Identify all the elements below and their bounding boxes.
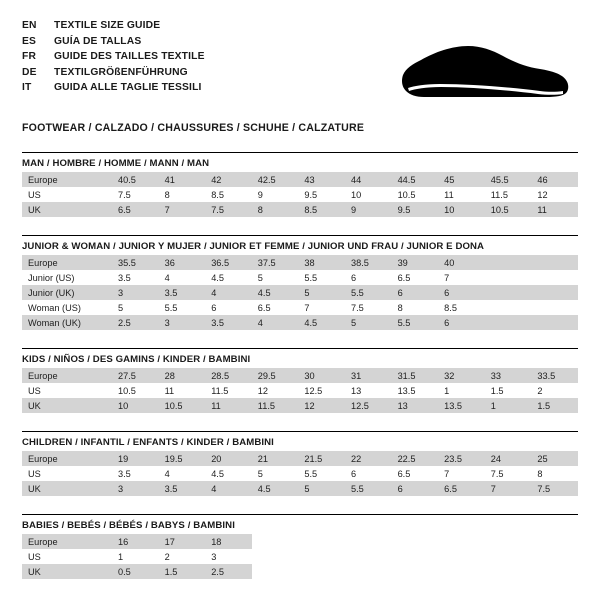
- table-cell: 20: [205, 451, 252, 466]
- section-title: BABIES / BEBÉS / BÉBÉS / BABYS / BAMBINI: [22, 514, 578, 534]
- table-cell-empty: [531, 549, 578, 564]
- table-cell: 35.5: [112, 255, 159, 270]
- table-row: [22, 466, 578, 481]
- table-cell: 9: [257, 189, 263, 200]
- language-row: [22, 65, 205, 81]
- table-cell: 38.5: [345, 255, 392, 270]
- table-cell-empty: [298, 549, 345, 564]
- section-title: JUNIOR & WOMAN / JUNIOR Y MUJER / JUNIOR ET FEMME / JUNIOR UND FRAU / JUNIOR E DONA: [22, 235, 578, 255]
- table-cell: 1: [118, 551, 124, 562]
- table-cell: 6.5: [397, 468, 411, 479]
- table-cell: 9.5: [304, 189, 318, 200]
- table-cell: 1.5: [490, 385, 504, 396]
- table-cell-empty: [485, 549, 532, 564]
- table-row: [22, 187, 578, 202]
- section-title: MAN / HOMBRE / HOMME / MANN / MAN: [22, 152, 578, 172]
- language-code: DE: [22, 66, 37, 78]
- table-cell: 45.5: [485, 172, 532, 187]
- table-cell: 4: [164, 272, 170, 283]
- section-title: CHILDREN / INFANTIL / ENFANTS / KINDER / BAMBINI: [22, 431, 578, 451]
- table-cell: 13: [392, 398, 439, 413]
- size-table: [22, 451, 578, 496]
- table-cell-empty: [345, 534, 392, 549]
- table-row: [22, 549, 578, 564]
- table-cell: 8: [537, 468, 543, 479]
- table-row: [22, 368, 578, 383]
- table-cell: 2.5: [112, 315, 159, 330]
- table-cell: [485, 285, 532, 300]
- row-label: UK: [22, 481, 112, 496]
- table-cell: 42.5: [252, 172, 299, 187]
- table-cell-empty: [252, 549, 299, 564]
- table-cell: 11: [531, 202, 578, 217]
- table-cell: 40.5: [112, 172, 159, 187]
- language-title: GUÍA DE TALLAS: [54, 35, 142, 47]
- row-label: US: [28, 468, 41, 479]
- table-cell: 7: [304, 302, 310, 313]
- table-cell: 10: [112, 398, 159, 413]
- section-man: [22, 152, 578, 217]
- table-cell: 7.5: [205, 202, 252, 217]
- table-cell-empty: [438, 534, 485, 549]
- language-row: [22, 18, 205, 34]
- table-cell: 6: [350, 272, 357, 283]
- table-cell: 1.5: [531, 398, 578, 413]
- table-cell: 4.5: [298, 315, 345, 330]
- table-cell: 5.5: [164, 302, 178, 313]
- table-cell: 12: [257, 385, 269, 396]
- table-cell: 2: [537, 385, 543, 396]
- table-cell: 4: [205, 285, 252, 300]
- table-cell: [485, 255, 532, 270]
- table-cell: 5: [345, 315, 392, 330]
- table-cell: 19: [112, 451, 159, 466]
- table-cell: 6: [392, 285, 439, 300]
- table-cell: 3: [159, 315, 206, 330]
- table-cell: 1: [485, 398, 532, 413]
- table-cell: [485, 300, 532, 315]
- section-junior-woman: [22, 235, 578, 330]
- table-cell: 22.5: [392, 451, 439, 466]
- section-kids: [22, 348, 578, 413]
- table-cell: 19.5: [159, 451, 206, 466]
- size-table: [22, 534, 578, 579]
- table-row: [22, 315, 578, 330]
- table-cell: 30: [298, 368, 345, 383]
- table-cell: 28.5: [205, 368, 252, 383]
- language-title: GUIDE DES TAILLES TEXTILE: [54, 51, 205, 62]
- table-cell: 36.5: [205, 255, 252, 270]
- table-cell: 16: [112, 534, 159, 549]
- table-cell: 33.5: [531, 368, 578, 383]
- table-cell: 9.5: [392, 202, 439, 217]
- table-cell: 4: [252, 315, 299, 330]
- table-cell: 5.5: [304, 272, 318, 283]
- row-label: UK: [22, 202, 112, 217]
- table-row: [22, 451, 578, 466]
- table-cell: 8.5: [211, 189, 224, 200]
- language-code: IT: [22, 82, 32, 93]
- table-cell: 2.5: [205, 564, 252, 579]
- table-cell: 3: [211, 551, 217, 562]
- table-cell: 7.5: [350, 302, 364, 313]
- table-cell: 7.5: [490, 468, 504, 479]
- size-table: [22, 368, 578, 413]
- table-cell: 12.5: [345, 398, 392, 413]
- language-row: [22, 34, 205, 50]
- row-label: Woman (US): [28, 302, 81, 313]
- table-cell: 5: [257, 272, 263, 283]
- table-cell: 3.5: [205, 315, 252, 330]
- table-cell: 11: [205, 398, 252, 413]
- table-cell: 11.5: [211, 385, 229, 396]
- table-cell: 11: [164, 385, 175, 396]
- section-children: [22, 431, 578, 496]
- row-label: UK: [22, 564, 112, 579]
- table-cell: 10.5: [485, 202, 532, 217]
- table-cell: 10: [350, 189, 362, 200]
- table-cell: 6: [438, 285, 485, 300]
- table-cell: 13.5: [438, 398, 485, 413]
- table-cell: 6.5: [397, 272, 411, 283]
- language-title: GUIDA ALLE TAGLIE TESSILI: [54, 82, 202, 93]
- table-cell: [531, 300, 578, 315]
- table-cell: 45: [438, 172, 485, 187]
- row-label: Europe: [22, 255, 112, 270]
- row-label: Junior (UK): [22, 285, 112, 300]
- table-cell: 21: [252, 451, 299, 466]
- table-cell: 11.5: [490, 189, 508, 200]
- row-label: Junior (US): [28, 272, 75, 283]
- language-row: [22, 80, 205, 96]
- table-cell: 1.5: [159, 564, 206, 579]
- table-cell: 28: [159, 368, 206, 383]
- table-cell: 39: [392, 255, 439, 270]
- table-row: [22, 564, 578, 579]
- table-cell-empty: [298, 534, 345, 549]
- table-cell: 31: [345, 368, 392, 383]
- header: [22, 18, 578, 108]
- row-label: Europe: [22, 172, 112, 187]
- language-code: FR: [22, 51, 37, 62]
- language-code: ES: [22, 35, 37, 47]
- table-cell: 7: [444, 468, 450, 479]
- table-cell: [531, 315, 578, 330]
- table-row: [22, 285, 578, 300]
- section-babies: [22, 514, 578, 579]
- table-cell-empty: [438, 549, 485, 564]
- language-row: [22, 49, 205, 65]
- table-cell: 6: [392, 481, 439, 496]
- table-cell: 7: [444, 272, 450, 283]
- table-cell: 12.5: [304, 385, 323, 396]
- table-cell: 32: [438, 368, 485, 383]
- table-cell-empty: [252, 564, 299, 579]
- table-cell: 5.5: [345, 285, 392, 300]
- table-cell-empty: [531, 534, 578, 549]
- table-cell: 10.5: [397, 189, 416, 200]
- table-cell: 4.5: [252, 285, 299, 300]
- table-cell: 12: [298, 398, 345, 413]
- table-cell: 7.5: [531, 481, 578, 496]
- table-row: [22, 383, 578, 398]
- row-label: Europe: [22, 534, 112, 549]
- table-cell: 17: [159, 534, 206, 549]
- table-cell: 4: [164, 468, 170, 479]
- table-cell: 3: [112, 285, 159, 300]
- table-cell: 13: [350, 385, 362, 396]
- table-cell: 18: [205, 534, 252, 549]
- table-cell: 6: [350, 468, 357, 479]
- table-cell: 11: [444, 189, 454, 200]
- table-cell: 3.5: [118, 468, 131, 479]
- table-row: [22, 300, 578, 315]
- table-cell: 12: [537, 189, 548, 200]
- table-cell: 6.5: [112, 202, 159, 217]
- table-cell: 3.5: [159, 481, 206, 496]
- table-cell-empty: [345, 564, 392, 579]
- row-label: UK: [22, 398, 112, 413]
- row-label: US: [28, 551, 41, 562]
- table-cell-empty: [438, 564, 485, 579]
- table-cell: [485, 315, 532, 330]
- table-cell: 10: [438, 202, 485, 217]
- table-cell: 3.5: [159, 285, 206, 300]
- table-cell: 31.5: [392, 368, 439, 383]
- category-line: FOOTWEAR / CALZADO / CHAUSSURES / SCHUHE / CALZATURE: [22, 122, 365, 134]
- table-cell: 8.5: [444, 302, 457, 313]
- table-cell-empty: [252, 534, 299, 549]
- table-cell: 6: [438, 315, 485, 330]
- table-cell: 6: [211, 302, 217, 313]
- table-cell: 8: [397, 302, 403, 313]
- table-cell: 9: [345, 202, 392, 217]
- table-cell: 44: [345, 172, 392, 187]
- table-cell-empty: [485, 534, 532, 549]
- table-cell: [531, 255, 578, 270]
- table-cell: 4.5: [211, 272, 224, 283]
- table-cell-empty: [531, 564, 578, 579]
- table-cell: 7: [485, 481, 532, 496]
- table-cell: [531, 285, 578, 300]
- table-cell: 1: [444, 385, 450, 396]
- table-row: [22, 255, 578, 270]
- table-cell: 21.5: [298, 451, 345, 466]
- table-cell-empty: [485, 564, 532, 579]
- table-cell: 5: [257, 468, 263, 479]
- table-cell: 29.5: [252, 368, 299, 383]
- table-cell: 8: [164, 189, 170, 200]
- language-titles: [22, 18, 205, 96]
- row-label: US: [28, 189, 41, 200]
- table-cell: 0.5: [112, 564, 159, 579]
- table-row: [22, 202, 578, 217]
- table-cell-empty: [392, 564, 439, 579]
- table-cell: 38: [298, 255, 345, 270]
- table-cell: 6.5: [438, 481, 485, 496]
- size-table: [22, 255, 578, 330]
- table-cell: 4: [205, 481, 252, 496]
- table-cell: 22: [345, 451, 392, 466]
- table-cell: 10.5: [159, 398, 206, 413]
- table-cell: 5: [118, 302, 124, 313]
- table-cell: 6.5: [257, 302, 271, 313]
- size-table: [22, 172, 578, 217]
- table-cell: 5: [298, 481, 345, 496]
- table-cell-empty: [345, 549, 392, 564]
- table-cell-empty: [298, 564, 345, 579]
- table-cell: 4.5: [211, 468, 224, 479]
- table-cell: 5.5: [345, 481, 392, 496]
- table-cell: 2: [164, 551, 170, 562]
- language-title: TEXTILE SIZE GUIDE: [54, 20, 161, 31]
- language-code: EN: [22, 20, 37, 31]
- row-label: Europe: [22, 368, 112, 383]
- table-cell: 5.5: [392, 315, 439, 330]
- table-row: [22, 534, 578, 549]
- table-cell: 4.5: [252, 481, 299, 496]
- table-cell: 7: [159, 202, 206, 217]
- table-cell: 40: [438, 255, 485, 270]
- table-cell: 13.5: [397, 385, 416, 396]
- table-cell-empty: [392, 534, 439, 549]
- table-row: [22, 172, 578, 187]
- table-cell: 42: [205, 172, 252, 187]
- table-cell: 10.5: [118, 385, 136, 396]
- table-row: [22, 398, 578, 413]
- table-cell-empty: [392, 549, 439, 564]
- table-cell: 5: [298, 285, 345, 300]
- table-cell: 5.5: [304, 468, 318, 479]
- table-cell: 37.5: [252, 255, 299, 270]
- table-cell: 43: [298, 172, 345, 187]
- table-row: [22, 270, 578, 285]
- table-cell: 27.5: [112, 368, 159, 383]
- table-cell: 11.5: [252, 398, 299, 413]
- table-cell: 7.5: [118, 189, 131, 200]
- table-cell: 46: [531, 172, 578, 187]
- row-label: Woman (UK): [22, 315, 112, 330]
- table-cell: 3.5: [118, 272, 131, 283]
- language-title: TEXTILGRÖßENFÜHRUNG: [54, 66, 188, 78]
- table-cell: 44.5: [392, 172, 439, 187]
- table-cell: 3: [112, 481, 159, 496]
- table-cell: 23.5: [438, 451, 485, 466]
- row-label: Europe: [22, 451, 112, 466]
- table-cell: 8.5: [298, 202, 345, 217]
- table-cell: 25: [531, 451, 578, 466]
- table-row: [22, 481, 578, 496]
- dress-shoe-icon: [380, 30, 570, 108]
- section-title: KIDS / NIÑOS / DES GAMINS / KINDER / BAMBINI: [22, 348, 578, 368]
- table-cell: 8: [252, 202, 299, 217]
- row-label: US: [28, 385, 41, 396]
- table-cell: 33: [485, 368, 532, 383]
- table-cell: [531, 270, 578, 285]
- table-cell: 41: [159, 172, 206, 187]
- table-cell: 24: [485, 451, 532, 466]
- table-cell: [485, 270, 532, 285]
- table-cell: 36: [159, 255, 206, 270]
